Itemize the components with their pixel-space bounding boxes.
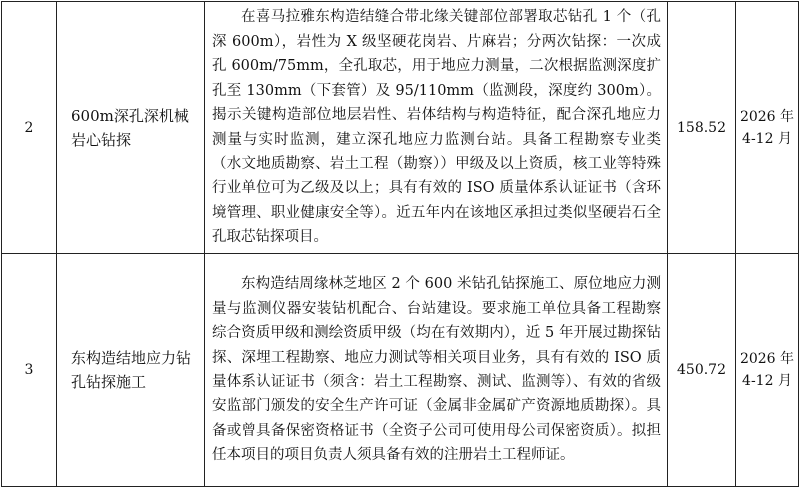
description-text: 在喜马拉雅东构造结缝合带北缘关键部位部署取芯钻孔 1 个（孔深 600m），岩性为 X 级坚硬花岗岩、片麻岩；分两次钻探：一次成孔 600m/75mm，全孔取芯，用于地应力测量，二次根据监测深度扩孔至 130mm（下套管）及 95/110mm（监测段，深度约 300m）。揭示关键构造部位地层岩性、岩体结构与构造特征，配合深孔地应力测量与实时监测，建立深孔地应力监测台站。具备工程勘察专业类（水文地质勘察、岩土工程（勘察））甲级及以上资质，核工业等特殊行业单位可为乙级及以上；具有有效的 ISO 质量体系认证证书（含环境管理、职业健康安全等）。近五年内在该地区承担过类似坚硬岩石全孔取芯钻探项目。 [212,9,661,246]
description-text: 东构造结周缘林芝地区 2 个 600 米钻孔钻探施工、原位地应力测量与监测仪器安装钻机配合、台站建设。要求施工单位具备工程勘察综合资质甲级和测绘资质甲级（均在有效期内），近 5 年开展过勘探钻探、深埋工程勘察、地应力测试等相关项目业务，具有有效的 ISO 质量体系认证证书（须含：岩土工程勘察、测试、监测等）、有效的省级安监部门颁发的安全生产许可证（金属非金属矿产资源地质勘探）。具备或曾具备保密资格证书（全资子公司可使用母公司保密资质）。拟担任本项目的项目负责人须具备有效的注册岩土工程师证。 [212,276,661,464]
row-number: 3 [2,254,57,487]
row-number: 2 [2,2,57,254]
schedule-months: 4-12 月 [742,373,792,389]
procurement-table [1,1,799,487]
project-description [205,2,668,254]
project-description [205,254,668,487]
table-row [2,254,799,487]
budget-amount: 158.52 [668,2,736,254]
schedule-year: 2026 年 [739,351,795,367]
budget-amount: 450.72 [668,254,736,487]
table-row [2,2,799,254]
schedule-year: 2026 年 [739,108,795,125]
schedule-cell [736,2,799,254]
schedule-months: 4-12 月 [742,130,792,147]
project-name: 东构造结地应力钻孔钻探施工 [57,254,205,487]
project-name: 600m深孔深机械岩心钻探 [57,2,205,254]
schedule-cell [736,254,799,487]
